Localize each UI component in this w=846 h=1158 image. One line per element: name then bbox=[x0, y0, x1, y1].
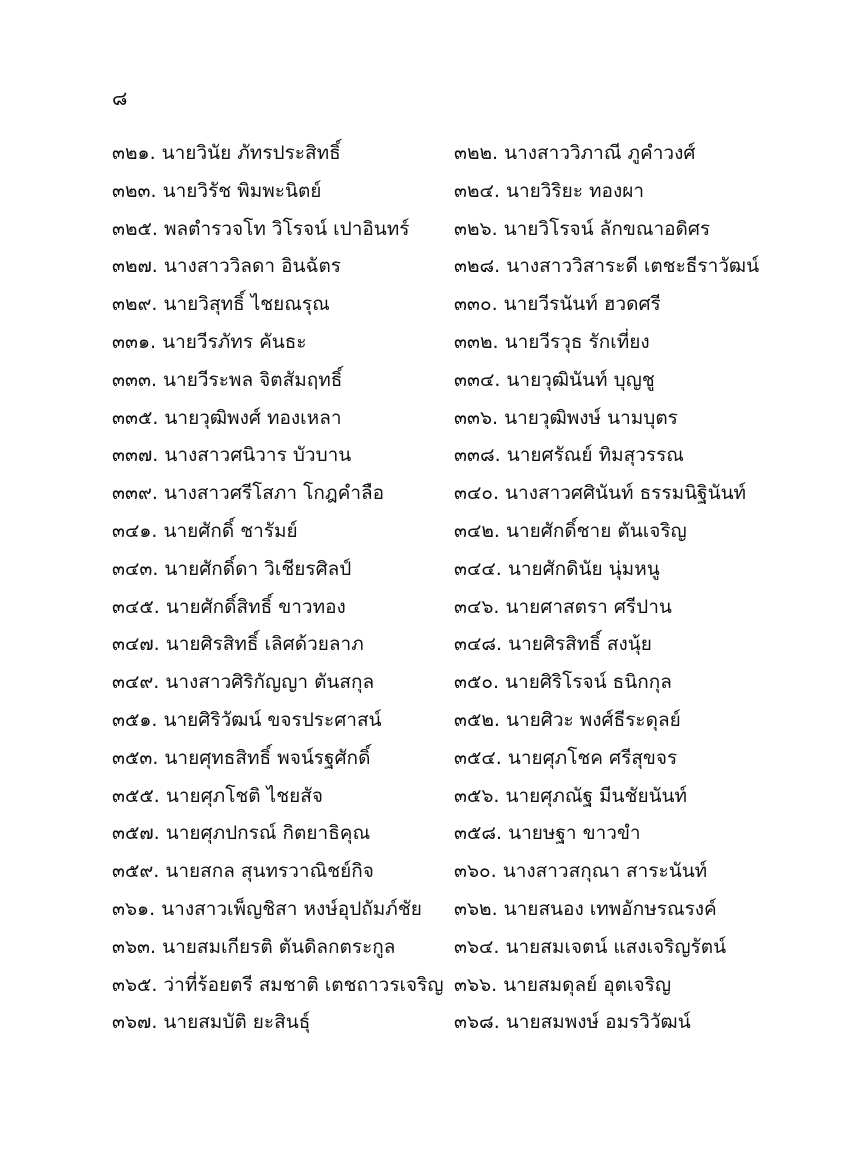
name-entry: ๓๓๓. นายวีระพล จิตสัมฤทธิ์ bbox=[112, 368, 343, 391]
name-entry: ๓๓๗. นางสาวศนิวาร บัวบาน bbox=[112, 444, 352, 467]
name-entry: ๓๕๓. นายศุทธสิทธิ์ พจน์รฐศักดิ์ bbox=[112, 746, 371, 769]
name-entry: ๓๔๙. นางสาวศิริกัญญา ตันสกุล bbox=[112, 671, 375, 694]
name-entry: ๓๔๕. นายศักดิ์สิทธิ์ ขาวทอง bbox=[112, 595, 346, 618]
name-entry: ๓๖๖. นายสมดุลย์ อุตเจริญ bbox=[454, 973, 672, 996]
name-entry: ๓๖๐. นางสาวสกุณา สาระนันท์ bbox=[454, 860, 708, 883]
name-entry: ๓๔๘. นายศิรสิทธิ์ สงนุ้ย bbox=[454, 633, 652, 656]
name-entry: ๓๖๔. นายสมเจตน์ แสงเจริญรัตน์ bbox=[454, 935, 727, 958]
name-entry: ๓๓๐. นายวีรนันท์ ฮวดศรี bbox=[454, 293, 661, 316]
name-entry: ๓๔๓. นายศักดิ์ดา วิเชียรศิลป์ bbox=[112, 557, 352, 580]
name-entry: ๓๓๕. นายวุฒิพงศ์ ทองเหลา bbox=[112, 406, 342, 429]
name-entry: ๓๒๒. นางสาววิภาณี ภูคำวงศ์ bbox=[454, 142, 696, 164]
name-entry: ๓๒๕. พลตำรวจโท วิโรจน์ เปาอินทร์ bbox=[112, 217, 410, 240]
name-entry: ๓๒๑. นายวินัย ภัทรประสิทธิ์ bbox=[112, 142, 341, 164]
name-entry: ๓๓๖. นายวุฒิพงษ์ นามบุตร bbox=[454, 406, 678, 429]
name-entry: ๓๕๐. นายศิริโรจน์ ธนิกกุล bbox=[454, 671, 672, 694]
name-entry: ๓๕๔. นายศุภโชค ศรีสุขจร bbox=[454, 746, 678, 769]
name-entry: ๓๕๙. นายสกล สุนทรวาณิชย์กิจ bbox=[112, 860, 374, 883]
name-entry: ๓๒๗. นางสาววิลดา อินฉัตร bbox=[112, 255, 341, 278]
name-entry: ๓๒๘. นางสาววิสาระดี เตชะธีราวัฒน์ bbox=[454, 255, 760, 278]
name-entry: ๓๓๔. นายวุฒินันท์ บุญชู bbox=[454, 368, 655, 391]
name-entry: ๓๒๔. นายวิริยะ ทองผา bbox=[454, 179, 645, 202]
name-entry: ๓๒๖. นายวิโรจน์ ลักขณาอดิศร bbox=[454, 217, 711, 240]
name-entry: ๓๔๔. นายศักดินัย นุ่มหนู bbox=[454, 557, 660, 580]
name-entry: ๓๖๑. นางสาวเพ็ญชิสา หงษ์อุปถัมภ์ชัย bbox=[112, 897, 422, 920]
name-entry: ๓๖๗. นายสมบัติ ยะสินธุ์ bbox=[112, 1011, 311, 1034]
name-entry: ๓๔๑. นายศักดิ์ ชารัมย์ bbox=[112, 519, 298, 542]
name-entry: ๓๓๙. นางสาวศรีโสภา โกฎคำลือ bbox=[112, 482, 385, 505]
name-entry: ๓๔๖. นายศาสตรา ศรีปาน bbox=[454, 595, 672, 618]
name-entry: ๓๓๒. นายวีรวุธ รักเที่ยง bbox=[454, 330, 650, 353]
name-entry: ๓๔๐. นางสาวศศินันท์ ธรรมนิฐินันท์ bbox=[454, 482, 747, 505]
name-list bbox=[112, 137, 812, 1044]
name-entry: ๓๖๓. นายสมเกียรติ ตันดิลกตระกูล bbox=[112, 935, 396, 958]
name-entry: ๓๒๓. นายวิรัช พิมพะนิตย์ bbox=[112, 179, 322, 202]
name-entry: ๓๖๒. นายสนอง เทพอักษรณรงค์ bbox=[454, 897, 717, 920]
name-entry: ๓๕๖. นายศุภณัฐ มีนชัยนันท์ bbox=[454, 784, 688, 807]
name-entry: ๓๕๑. นายศิริวัฒน์ ขจรประศาสน์ bbox=[112, 708, 382, 731]
name-entry: ๓๒๙. นายวิสุทธิ์ ไชยณรุณ bbox=[112, 293, 330, 316]
name-entry: ๓๕๕. นายศุภโชติ ไชยสัจ bbox=[112, 784, 323, 807]
name-entry: ๓๔๒. นายศักดิ์ชาย ตันเจริญ bbox=[454, 519, 687, 542]
name-entry: ๓๖๘. นายสมพงษ์ อมรวิวัฒน์ bbox=[454, 1011, 691, 1034]
name-entry: ๓๔๗. นายศิรสิทธิ์ เลิศด้วยลาภ bbox=[112, 633, 364, 656]
name-entry: ๓๕๒. นายศิวะ พงศ์ธีระดุลย์ bbox=[454, 708, 681, 731]
name-entry: ๓๖๕. ว่าที่ร้อยตรี สมชาติ เตชถาวรเจริญ bbox=[112, 973, 444, 996]
name-entry: ๓๕๗. นายศุภปกรณ์ กิตยาธิคุณ bbox=[112, 822, 371, 845]
name-entry: ๓๓๘. นายศรัณย์ ทิมสุวรรณ bbox=[454, 444, 684, 467]
name-entry: ๓๕๘. นายษฐา ขาวขำ bbox=[454, 822, 641, 845]
name-entry: ๓๓๑. นายวีรภัทร คันธะ bbox=[112, 330, 307, 353]
page-number: ๘ bbox=[112, 86, 128, 110]
